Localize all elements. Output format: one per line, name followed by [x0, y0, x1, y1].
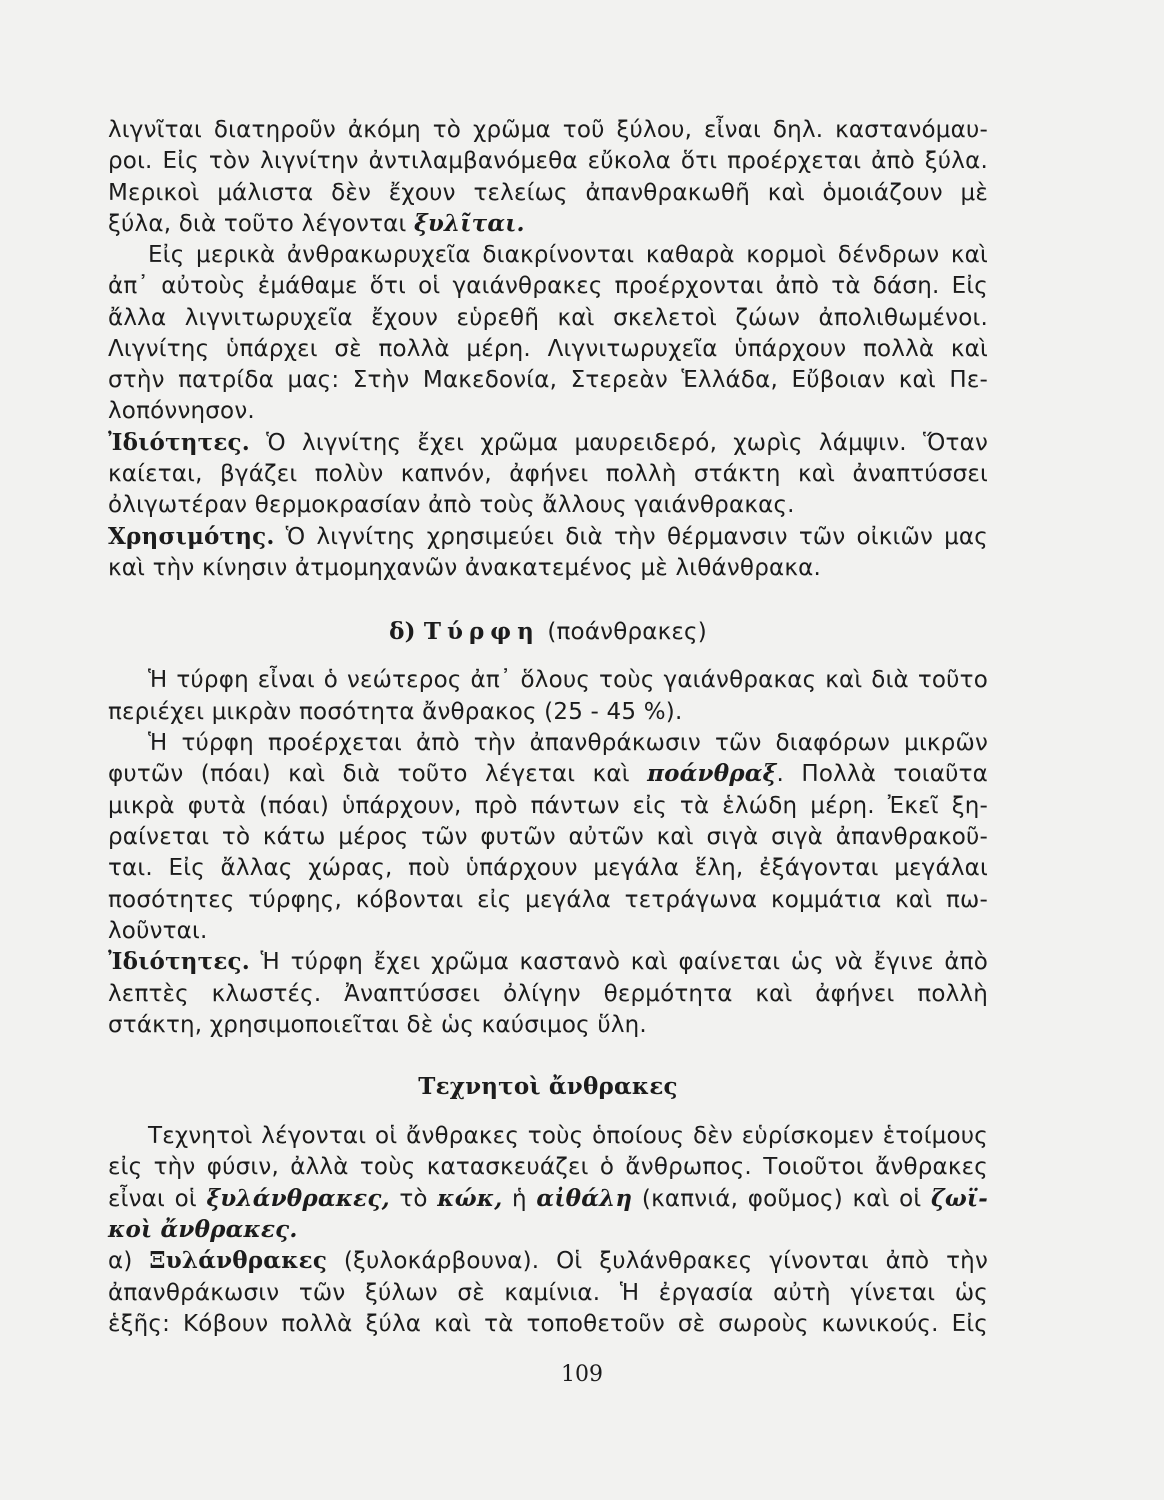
text-span: Ὁ λιγνίτης χρησιμεύει διὰ τὴν θέρμανσιν τῶν οἰκιῶν μας — [274, 524, 988, 550]
text-line — [108, 947, 988, 977]
text-line: ἑξῆς: Κόβουν πολλὰ ξύλα καὶ τὰ τοποθετοῦν σὲ σωροὺς κωνικούς. Εἰς — [108, 1311, 988, 1337]
text-line: Τεχνητοὶ λέγονται οἱ ἄνθρακες τοὺς ὁποίους δὲν εὑρίσκομεν ἑτοίμους — [148, 1123, 988, 1149]
text-span: (ξυλοκάρβουνα). Οἱ ξυλάνθρακες γίνονται ἀπὸ τὴν — [327, 1248, 988, 1274]
text-line: στὴν πατρίδα μας: Στὴν Μακεδονία, Στερεὰν Ἑλλάδα, Εὔβοιαν καὶ Πε- — [108, 367, 988, 393]
text-line: Εἰς μερικὰ ἀνθρακωρυχεῖα διακρίνονται καθαρὰ κορμοὶ δένδρων καὶ — [148, 242, 988, 268]
text-span: Ἡ τύρφη ἔχει χρῶμα καστανὸ καὶ φαίνεται ὡς νὰ ἔγινε ἀπὸ — [249, 949, 988, 975]
text-line — [108, 759, 988, 789]
text-line — [108, 522, 988, 552]
emphasis-term: ξυλῖται. — [414, 210, 525, 237]
text-line: μικρὰ φυτὰ (πόαι) ὑπάρχουν, πρὸ πάντων εἰς τὰ ἑλώδη μέρη. Ἐκεῖ ξη- — [108, 793, 988, 819]
text-line: λιγνῖται διατηροῦν ἀκόμη τὸ χρῶμα τοῦ ξύλου, εἶναι δηλ. καστανόμαυ- — [108, 117, 988, 143]
heading-word: Τύρφη — [423, 618, 540, 645]
text-line: ται. Εἰς ἄλλας χώρας, ποὺ ὑπάρχουν μεγάλα ἕλη, ἐξάγονται μεγάλαι — [108, 855, 988, 881]
text-line: ὀλιγωτέραν θερμοκρασίαν ἀπὸ τοὺς ἄλλους γαιάνθρακας. — [108, 492, 795, 518]
page-number: 109 — [561, 1362, 603, 1387]
emphasis-term: ξυλάνθρακες, — [206, 1185, 390, 1212]
text-line: ραίνεται τὸ κάτω μέρος τῶν φυτῶν αὐτῶν καὶ σιγὰ σιγὰ ἀπανθρακοῦ- — [108, 824, 988, 850]
text-line: ποσότητες τύρφης, κόβονται εἰς μεγάλα τετράγωνα κομμάτια καὶ πω- — [108, 887, 988, 913]
text-line: λοπόννησον. — [108, 398, 255, 424]
text-line: Ἡ τύρφη εἶναι ὁ νεώτερος ἀπ᾽ ὅλους τοὺς γαιάνθρακας καὶ διὰ τοῦτο — [148, 667, 988, 693]
text-span: ἡ — [502, 1186, 537, 1212]
text-line: ἄλλα λιγνιτωρυχεῖα ἔχουν εὑρεθῆ καὶ σκελετοὶ ζώων ἀπολιθωμένοι. — [108, 305, 988, 331]
text-line — [108, 1184, 988, 1214]
text-line: εἰς τὴν φύσιν, ἀλλὰ τοὺς κατασκευάζει ὁ ἄνθρωπος. Τοιοῦτοι ἄνθρακες — [108, 1154, 988, 1180]
text-span: εἶναι οἱ — [108, 1186, 207, 1212]
text-line: Μερικοὶ μάλιστα δὲν ἔχουν τελείως ἀπανθρακωθῆ καὶ ὁμοιάζουν μὲ — [108, 180, 988, 206]
emphasis-term: ποάνθραξ — [647, 760, 777, 787]
text-line: ἀπ᾽ αὐτοὺς ἐμάθαμε ὅτι οἱ γαιάνθρακες προέρχονται ἀπὸ τὰ δάση. Εἰς — [108, 273, 988, 299]
heading-prefix: δ) — [389, 618, 424, 645]
text-line — [108, 1246, 988, 1276]
text-span: Ὁ λιγνίτης ἔχει χρῶμα μαυρειδερό, χωρὶς λάμψιν. Ὅταν — [249, 430, 988, 456]
text-line: ροι. Εἰς τὸν λιγνίτην ἀντιλαμβανόμεθα εὔκολα ὅτι προέρχεται ἀπὸ ξύλα. — [108, 148, 988, 174]
text-line: λεπτὲς κλωστές. Ἀναπτύσσει ὀλίγην θερμότητα καὶ ἀφήνει πολλὴ — [108, 981, 988, 1007]
section-label: Ξυλάνθρακες — [149, 1247, 328, 1274]
text-line: Ἡ τύρφη προέρχεται ἀπὸ τὴν ἀπανθράκωσιν τῶν διαφόρων μικρῶν — [148, 730, 988, 756]
section-label: Χρησιμότης. — [108, 523, 275, 550]
text-line: κοὶ ἄνθρακες. — [108, 1216, 298, 1243]
text-span: α) — [108, 1248, 150, 1274]
text-span: τὸ — [389, 1186, 438, 1212]
text-line: καὶ τὴν κίνησιν ἀτμομηχανῶν ἀνακατεμένος μὲ λιθάνθρακα. — [108, 555, 821, 581]
text-span: (καπνιά, φοῦμος) καὶ οἱ — [632, 1186, 931, 1212]
text-line: στάκτη, χρησιμοποιεῖται δὲ ὡς καύσιμος ὕλη. — [108, 1012, 647, 1038]
emphasis-term: ζωϊ- — [931, 1185, 988, 1212]
section-label: Ἰδιότητες. — [108, 429, 250, 456]
section-heading — [108, 617, 988, 647]
text-line: ἀπανθράκωσιν τῶν ξύλων σὲ καμίνια. Ἡ ἐργασία αὐτὴ γίνεται ὡς — [108, 1280, 988, 1306]
emphasis-term: κώκ, — [437, 1185, 503, 1212]
text-span: ξύλα, διὰ τοῦτο λέγονται — [108, 211, 414, 237]
section-heading: Τεχνητοὶ ἄνθρακες — [418, 1073, 678, 1100]
text-line: λοῦνται. — [108, 918, 208, 944]
heading-suffix: (ποάνθρακες) — [539, 619, 707, 645]
emphasis-term: αἰθάλη — [536, 1185, 633, 1212]
text-line: περιέχει μικρὰν ποσότητα ἄνθρακος (25 - 45 %). — [108, 699, 683, 725]
section-label: Ἰδιότητες. — [108, 948, 250, 975]
text-span: φυτῶν (πόαι) καὶ διὰ τοῦτο λέγεται καὶ — [108, 761, 648, 787]
text-span: . Πολλὰ τοιαῦτα — [776, 761, 988, 787]
text-line: Λιγνίτης ὑπάρχει σὲ πολλὰ μέρη. Λιγνιτωρυχεῖα ὑπάρχουν πολλὰ καὶ — [108, 336, 988, 362]
text-line — [108, 428, 988, 458]
text-line — [108, 209, 988, 239]
text-line: καίεται, βγάζει πολὺν καπνόν, ἀφήνει πολλὴ στάκτη καὶ ἀναπτύσσει — [108, 461, 988, 487]
